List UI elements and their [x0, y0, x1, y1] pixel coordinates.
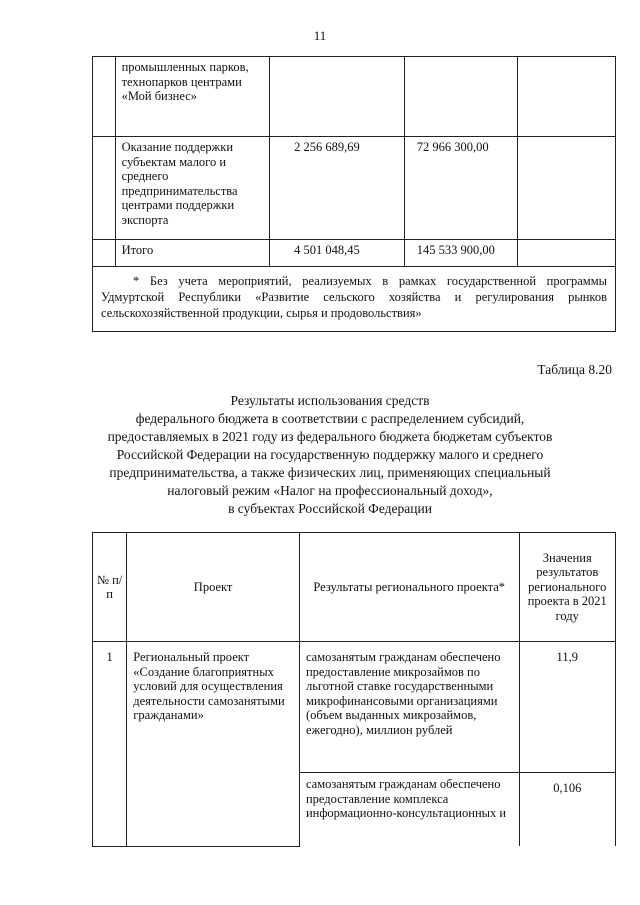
heading-line: Результаты использования средств	[230, 393, 430, 408]
table-cell	[517, 240, 615, 267]
table-caption: Таблица 8.20	[537, 362, 612, 377]
header-project: Проект	[127, 533, 300, 642]
table-cell	[517, 57, 615, 137]
table-cell	[93, 240, 116, 267]
heading-line: федерального бюджета в соответствии с распределением субсидий,	[135, 411, 525, 426]
row-value-2	[404, 57, 517, 137]
heading-line: Российской Федерации на государственную поддержку малого и среднего	[116, 447, 544, 462]
table-row	[93, 57, 616, 137]
heading-line: налоговый режим «Налог на профессиональный доход»,	[167, 483, 493, 498]
table-footnote-row	[93, 267, 616, 332]
project-number: 1	[93, 642, 127, 847]
funding-table	[92, 56, 616, 332]
result-value: 11,9	[519, 642, 616, 773]
section-heading	[90, 392, 570, 518]
table-row	[93, 137, 616, 240]
table-header-row	[93, 533, 616, 642]
result-value: 0,106	[519, 773, 616, 847]
row-value-2: 72 966 300,00	[404, 137, 517, 240]
header-results: Результаты регионального проекта*	[299, 533, 519, 642]
table-cell	[517, 137, 615, 240]
row-value-1: 4 501 048,45	[270, 240, 405, 267]
table-row	[93, 642, 616, 773]
heading-line: в субъектах Российской Федерации	[228, 501, 432, 516]
row-value-1: 2 256 689,69	[270, 137, 405, 240]
table-cell	[93, 57, 116, 137]
table-cell	[93, 137, 116, 240]
results-table	[92, 532, 616, 847]
header-values: Значения результатов регионального проекта в 2021 году	[519, 533, 616, 642]
heading-line: предоставляемых в 2021 году из федерального бюджета бюджетам субъектов	[107, 429, 553, 444]
page-number: 11	[313, 28, 327, 43]
row-name: промышленных парков, технопарков центрами «Мой бизнес»	[115, 57, 270, 137]
heading-line: предпринимательства, а также физических лиц, применяющих специальный	[109, 465, 551, 480]
project-name: Региональный проект «Создание благоприятных условий для осуществления деятельности самозанятыми гражданами»	[127, 642, 300, 847]
result-text: самозанятым гражданам обеспечено предоставление комплекса информационно-консультационных и	[299, 773, 519, 847]
row-name: Оказание поддержки субъектам малого и среднего предпринимательства центрами поддержки экспорта	[115, 137, 270, 240]
header-num: № п/п	[93, 533, 127, 642]
row-name: Итого	[115, 240, 270, 267]
result-text: самозанятым гражданам обеспечено предоставление микрозаймов по льготной ставке государственными микрофинансовыми организациями (объем выданных микрозаймов, ежегодно), миллион рублей	[299, 642, 519, 773]
table-row-total	[93, 240, 616, 267]
row-value-2: 145 533 900,00	[404, 240, 517, 267]
table-footnote: * Без учета мероприятий, реализуемых в рамках государственной программы Удмуртской Республики «Развитие сельского хозяйства и регулирования рынков сельскохозяйственной продукции, сырья и продовольствия»	[93, 267, 616, 332]
row-value-1	[270, 57, 405, 137]
